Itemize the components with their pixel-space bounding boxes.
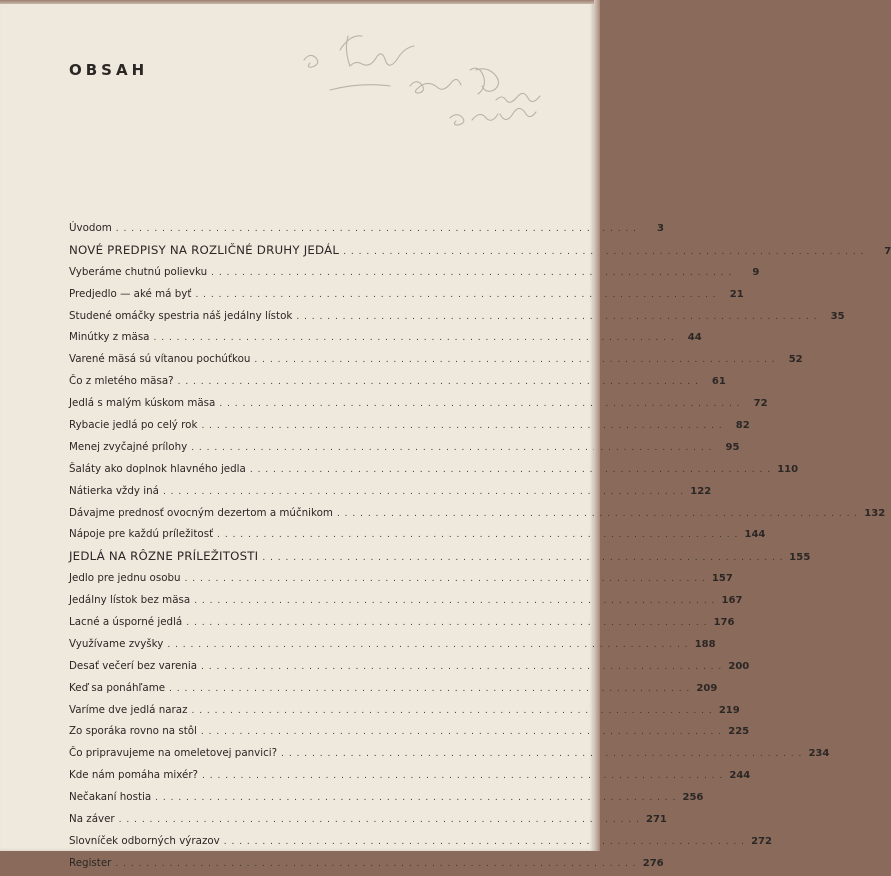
dot-leader (191, 438, 711, 460)
dot-leader (219, 394, 739, 416)
toc-entry-title: Nátierka vždy iná (69, 484, 159, 497)
toc-entry (69, 743, 830, 765)
dot-leader (296, 307, 816, 329)
toc-entry-title: Keď sa ponáhľame (69, 681, 166, 694)
toc-entry-page-number: 256 (682, 792, 704, 804)
toc-entry-page-number: 188 (694, 638, 716, 650)
toc-entry (69, 503, 886, 525)
toc-entry-title: Studené omáčky spestria náš jedálny lístok (69, 309, 293, 322)
toc-entry-page-number: 82 (735, 420, 750, 432)
toc-entry-page-number: 276 (642, 857, 664, 869)
toc-entry (69, 590, 743, 612)
book-right-edge (594, 0, 600, 851)
dot-leader (217, 525, 737, 547)
toc-entry (69, 393, 768, 415)
toc-entry (69, 415, 750, 437)
toc-entry-page-number: 219 (718, 704, 740, 716)
toc-entry (69, 831, 772, 853)
toc-entry (69, 306, 845, 328)
toc-entry-page-number: 225 (728, 726, 750, 738)
toc-entry-title: Na záver (69, 813, 115, 826)
dot-leader (195, 285, 715, 307)
dot-leader (163, 482, 683, 504)
toc-entry-title: Rybacie jedlá po celý rok (69, 419, 198, 432)
toc-entry-page-number: 52 (788, 354, 803, 366)
toc-entry (69, 349, 803, 371)
toc-entry (69, 853, 664, 875)
toc-entry-title: Predjedlo — aké má byť (69, 287, 192, 300)
toc-entry-title: Slovníček odborných výrazov (69, 834, 220, 847)
page-title: OBSAH (69, 61, 149, 79)
dot-leader (116, 219, 636, 241)
toc-entry (69, 240, 891, 262)
toc-entry-title: Čo pripravujeme na omeletovej panvici? (69, 747, 278, 760)
toc-entry-title: Kde nám pomáha mixér? (69, 769, 199, 782)
dot-leader (262, 548, 782, 570)
dot-leader (343, 242, 863, 264)
dot-leader (281, 744, 801, 766)
dot-leader (167, 635, 687, 657)
toc-entry-title: Lacné a úsporné jedlá (69, 616, 183, 629)
dot-leader (211, 263, 731, 285)
toc-entry (69, 437, 740, 459)
toc-entry-page-number: 61 (711, 376, 726, 388)
toc-entry-page-number: 155 (789, 552, 811, 564)
toc-entry-title: Šaláty ako doplnok hlavného jedla (69, 462, 246, 475)
toc-entry-title: Jedálny lístok bez mäsa (69, 594, 191, 607)
toc-entry-page-number: 144 (744, 529, 766, 541)
toc-entry-title: Menej zvyčajné prílohy (69, 440, 188, 453)
toc-entry (69, 218, 665, 240)
dot-leader (119, 810, 639, 832)
toc-entry-title: Desať večerí bez varenia (69, 659, 198, 672)
toc-entry-title: JEDLÁ NA RÔZNE PRÍLEŽITOSTI (69, 549, 259, 564)
toc-entry-title: Register (69, 856, 112, 869)
dot-leader (194, 591, 714, 613)
toc-entry (69, 481, 712, 503)
table-of-contents (69, 218, 891, 875)
toc-entry (69, 721, 750, 743)
dot-leader (115, 854, 635, 876)
dot-leader (178, 372, 698, 394)
toc-entry-title: Čo z mletého mäsa? (69, 375, 174, 388)
toc-entry-page-number: 272 (751, 835, 772, 847)
toc-entry-title: Minútky z mäsa (69, 331, 150, 344)
toc-entry (69, 262, 760, 284)
toc-entry-page-number: 9 (752, 266, 760, 278)
toc-entry (69, 612, 735, 634)
toc-entry (69, 284, 744, 306)
toc-entry (69, 656, 750, 678)
book-top-edge (0, 0, 600, 4)
toc-entry-page-number: 21 (729, 288, 744, 300)
dot-leader (224, 832, 744, 854)
toc-entry (69, 678, 718, 700)
toc-entry-title: NOVÉ PREDPISY NA ROZLIČNÉ DRUHY JEDÁL (69, 242, 340, 257)
toc-entry-page-number: 244 (729, 770, 751, 782)
dot-leader (191, 701, 711, 723)
toc-entry-title: Využívame zvyšky (69, 637, 164, 650)
toc-entry-page-number: 35 (830, 310, 845, 322)
toc-entry-page-number: 176 (713, 617, 735, 629)
toc-entry-page-number: 157 (711, 573, 733, 585)
toc-entry-page-number: 167 (721, 595, 743, 607)
dot-leader (202, 766, 722, 788)
toc-entry (69, 809, 667, 831)
toc-entry-title: Vyberáme chutnú polievku (69, 265, 208, 278)
toc-entry-page-number: 271 (646, 814, 667, 826)
toc-entry (69, 765, 751, 787)
toc-entry-title: Varené mäsá sú vítanou pochúťkou (69, 353, 251, 366)
toc-entry-title: Jedlo pre jednu osobu (69, 572, 181, 585)
toc-entry-title: Dávajme prednosť ovocným dezertom a múčnikom (69, 506, 333, 519)
dot-leader (185, 569, 705, 591)
toc-entry-title: Nečakaní hostia (69, 791, 152, 804)
toc-entry (69, 634, 716, 656)
toc-entry-title: Varíme dve jedlá naraz (69, 703, 188, 716)
toc-entry (69, 371, 726, 393)
toc-entry-title: Úvodom (69, 222, 112, 234)
toc-entry-page-number: 200 (728, 660, 750, 672)
toc-entry-title: Jedlá s malým kúskom mäsa (69, 397, 216, 410)
toc-entry-page-number: 72 (753, 398, 768, 410)
toc-entry-title: Nápoje pre každú príležitosť (69, 528, 214, 541)
toc-entry (69, 546, 811, 568)
toc-entry-title: Zo sporáka rovno na stôl (69, 725, 197, 738)
dot-leader (250, 460, 770, 482)
dot-leader (254, 350, 774, 372)
dot-leader (169, 679, 689, 701)
dot-leader (201, 416, 721, 438)
toc-entry-page-number: 7 (884, 245, 891, 257)
toc-entry-page-number: 95 (725, 441, 740, 453)
toc-entry-page-number: 44 (687, 332, 702, 344)
toc-entry (69, 700, 740, 722)
toc-entry-page-number: 110 (777, 463, 799, 475)
toc-entry (69, 459, 799, 481)
toc-entry-page-number: 122 (690, 485, 712, 497)
toc-entry-page-number: 209 (696, 682, 718, 694)
pencil-handwriting-mark (300, 30, 590, 150)
dot-leader (186, 613, 706, 635)
toc-entry (69, 787, 704, 809)
toc-entry (69, 524, 766, 546)
dot-leader (201, 722, 721, 744)
toc-entry-page-number: 3 (657, 223, 665, 234)
toc-entry (69, 568, 733, 590)
toc-entry (69, 327, 702, 349)
dot-leader (201, 657, 721, 679)
toc-entry-page-number: 132 (864, 507, 886, 519)
toc-entry-page-number: 234 (808, 748, 830, 760)
